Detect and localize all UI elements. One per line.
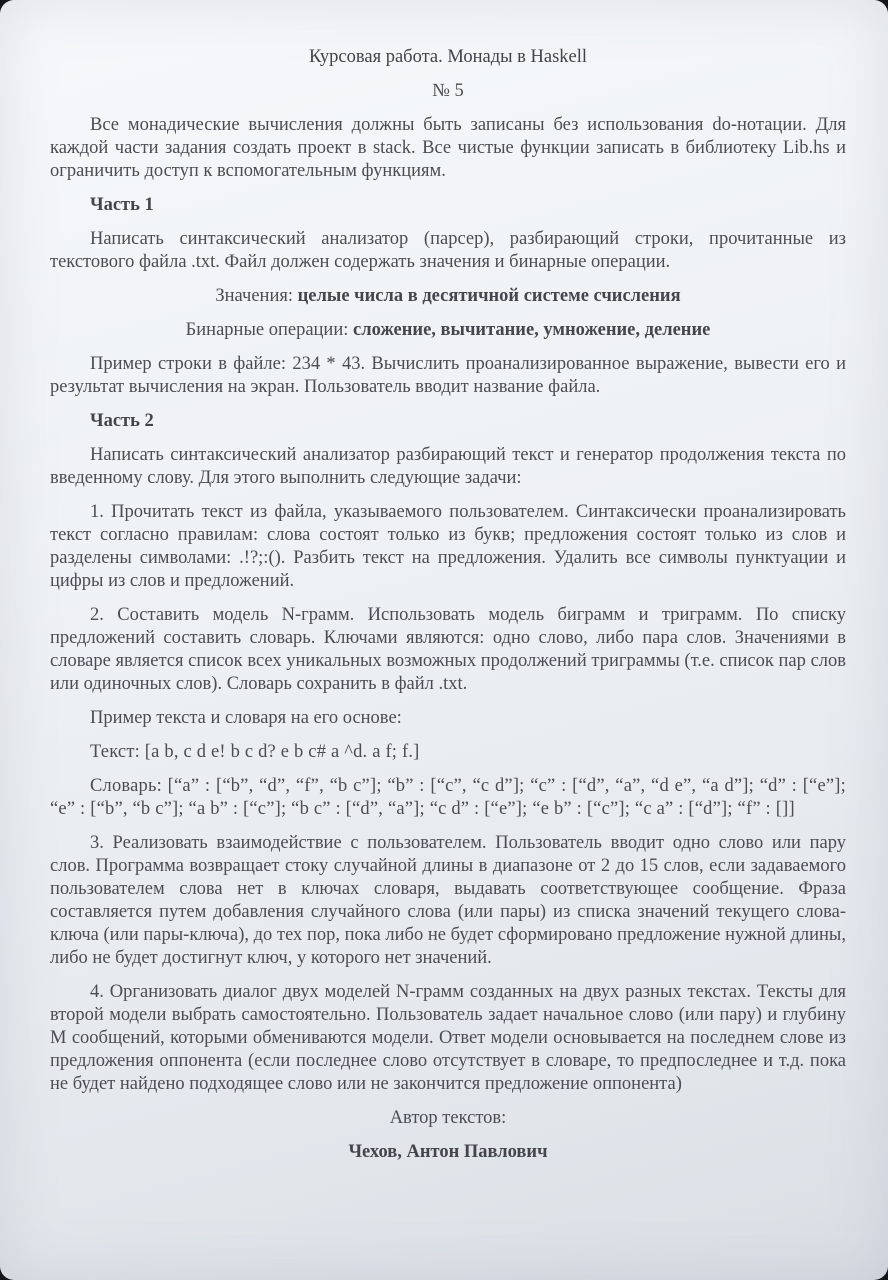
- operations-line: [50, 319, 846, 342]
- part2-heading: Часть 2: [90, 411, 154, 431]
- operations-text: сложение, вычитание, умножение, деление: [353, 320, 711, 340]
- example-dictionary-line: Словарь: [“a” : [“b”, “d”, “f”, “b c”]; “b” : [“c”, “c d”]; “c” : [“d”, “a”, “d e”, “a d”]; “d” : [“e”]; “e” : [“b”, “b c”]; “a b” : [“c”]; “b c” : [“d”, “a”]; “c d” : [“e”]; “e b” : [“c”]; “c a” : [“d”]; “f” : []]: [50, 776, 846, 819]
- part1-heading: Часть 1: [90, 195, 154, 215]
- part2-description: Написать синтаксический анализатор разбирающий текст и генератор продолжения текста по введенному слову. Для этого выполнить следующие задачи:: [50, 445, 846, 488]
- task-item-2: 2. Составить модель N-грамм. Использовать модель биграмм и триграмм. По списку предложений составить словарь. Ключами являются: одно слово, либо пара слов. Значениями в словаре является список всех уникальных возможных продолжений триграммы (т.е. список пар слов или одиночных слов). Словарь сохранить в файл .txt.: [50, 605, 846, 694]
- author-label: Автор текстов:: [389, 1108, 507, 1128]
- operations-label: Бинарные операции:: [185, 320, 349, 340]
- part1-description: Написать синтаксический анализатор (парсер), разбирающий строки, прочитанные из текстового файла .txt. Файл должен содержать значения и бинарные операции.: [50, 229, 846, 272]
- example-intro-line: Пример текста и словаря на его основе:: [90, 708, 402, 728]
- intro-paragraph: Все монадические вычисления должны быть записаны без использования do-нотации. Для каждой части задания создать проект в stack. Все чистые функции записать в библиотеку Lib.hs и ограничить доступ к вспомогательным функциям.: [50, 115, 846, 181]
- values-text: целые числа в десятичной системе счисления: [297, 286, 681, 306]
- task-item-3: 3. Реализовать взаимодействие с пользователем. Пользователь вводит одно слово или пару слов. Программа возвращает стоку случайной длины в диапазоне от 2 до 15 слов, если задаваемого пользователем слова нет в ключах словаря, выдавать соответствующее сообщение. Фраза составляется путем добавления случайного слова (или пары) из списка значений текущего слова-ключа (или пары-ключа), до тех пор, пока либо не будет сформировано предложение нужной длины, либо не будет достигнут ключ, у которого нет значений.: [50, 833, 846, 968]
- example-text-line: Текст: [a b, c d e! b c d? e b c# a ^d. a f; f.]: [90, 742, 420, 762]
- part1-example-paragraph: Пример строки в файле: 234 * 43. Вычислить проанализированное выражение, вывести его и результат вычисления на экран. Пользователь вводит название файла.: [50, 354, 846, 397]
- author-name: Чехов, Антон Павлович: [348, 1142, 548, 1162]
- document-content: [50, 46, 846, 1175]
- task-item-1: 1. Прочитать текст из файла, указываемого пользователем. Синтаксически проанализировать текст согласно правилам: слова состоят только из букв; предложения состоят только из слов и разделены символами: .!?;:(). Разбить текст на предложения. Удалить все символы пунктуации и цифры из слов и предложений.: [50, 502, 846, 591]
- values-line: [50, 285, 846, 308]
- document-title: Курсовая работа. Монады в Haskell: [308, 47, 588, 67]
- task-number: № 5: [432, 81, 464, 101]
- task-item-4: 4. Организовать диалог двух моделей N-грамм созданных на двух разных текстах. Тексты для второй модели выбрать самостоятельно. Пользователь задает начальное слово (или пару) и глубину М сообщений, которыми обмениваются модели. Ответ модели основывается на последнем слове из предложения оппонента (если последнее слово отсутствует в словаре, то предпоследнее и т.д. пока не будет найдено подходящее слово или не закончится предложение оппонента): [50, 982, 846, 1094]
- values-label: Значения:: [215, 286, 293, 306]
